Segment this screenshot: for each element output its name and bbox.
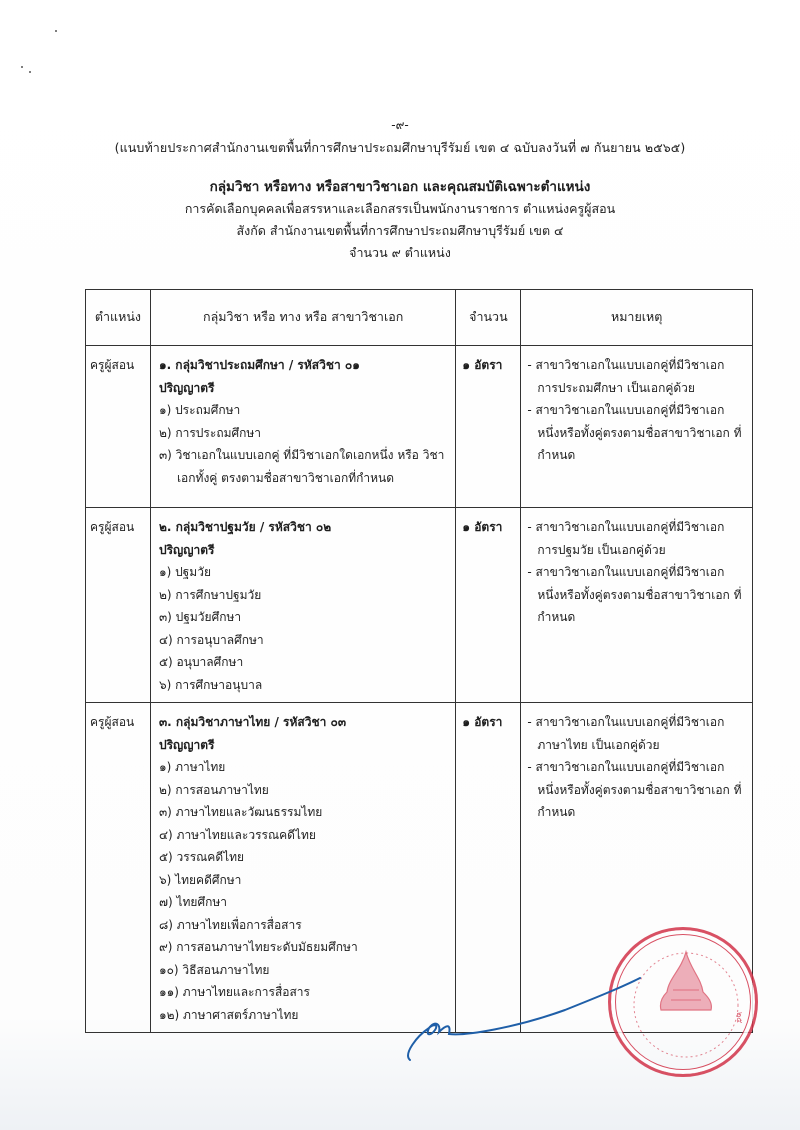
header-position: ตำแหน่ง bbox=[86, 290, 151, 346]
list-item: ๑๑) ภาษาไทยและการสื่อสาร bbox=[158, 985, 310, 999]
svg-text:๒๕: ๒๕ bbox=[735, 1012, 744, 1024]
remark-line: - สาขาวิชาเอกในแบบเอกคู่ที่มีวิชาเอก ภาษาไทย เป็นเอกคู่ด้วย bbox=[527, 715, 725, 752]
list-item: ๔) การอนุบาลศึกษา bbox=[158, 632, 264, 647]
remark-line: - สาขาวิชาเอกในแบบเอกคู่ที่มีวิชาเอก หนึ่งหรือทั้งคู่ตรงตามชื่อสาขาวิชาเอก ที่กำหนด bbox=[527, 565, 742, 624]
list-item: ๕) วรรณคดีไทย bbox=[158, 850, 245, 864]
list-item: ๓) ปฐมวัยศึกษา bbox=[158, 610, 242, 624]
list-item: ๓) ภาษาไทยและวัฒนธรรมไทย bbox=[158, 805, 323, 819]
document-heading bbox=[0, 176, 800, 264]
degree-label: ปริญญาตรี bbox=[158, 737, 215, 752]
group-title: ๑. กลุ่มวิชาประถมศึกษา / รหัสวิชา ๐๑ bbox=[158, 358, 360, 372]
table-row bbox=[86, 346, 753, 508]
qualification-table bbox=[85, 289, 753, 1033]
list-item: ๒) การประถมศึกษา bbox=[158, 425, 262, 440]
table-header-row bbox=[86, 290, 753, 346]
degree-label: ปริญญาตรี bbox=[158, 380, 215, 395]
heading-line-3: จำนวน ๙ ตำแหน่ง bbox=[349, 245, 451, 260]
list-item: ๗) ไทยศึกษา bbox=[158, 895, 227, 909]
degree-label: ปริญญาตรี bbox=[158, 542, 215, 557]
table-row bbox=[86, 508, 753, 703]
document-title: กลุ่มวิชา หรือทาง หรือสาขาวิชาเอก และคุณสมบัติเฉพาะตำแหน่ง bbox=[209, 179, 591, 195]
scan-speck bbox=[29, 71, 31, 73]
header-remarks: หมายเหตุ bbox=[521, 290, 753, 346]
cell-position: ครูผู้สอน bbox=[86, 508, 151, 703]
cell-position: ครูผู้สอน bbox=[86, 703, 151, 1033]
cell-quantity: ๑ อัตรา bbox=[456, 703, 521, 1033]
list-item: ๑) ภาษาไทย bbox=[158, 760, 226, 774]
list-item: ๘) ภาษาไทยเพื่อการสื่อสาร bbox=[158, 917, 302, 932]
list-item: ๓) วิชาเอกในแบบเอกคู่ ที่มีวิชาเอกใดเอกหนึ่ง หรือ วิชาเอกทั้งคู่ ตรงตามชื่อสาขาวิชาเอกที่กำหนด bbox=[158, 448, 445, 485]
cell-subject bbox=[150, 508, 455, 703]
list-item: ๖) การศึกษาอนุบาล bbox=[158, 677, 263, 692]
list-item: ๖) ไทยคดีศึกษา bbox=[158, 872, 242, 887]
scan-speck bbox=[21, 66, 23, 68]
header-quantity: จำนวน bbox=[456, 290, 521, 346]
cell-remarks bbox=[521, 508, 753, 703]
signature-mark bbox=[395, 958, 655, 1068]
remark-line: - สาขาวิชาเอกในแบบเอกคู่ที่มีวิชาเอก การปฐมวัย เป็นเอกคู่ด้วย bbox=[527, 520, 725, 557]
list-item: ๑๒) ภาษาศาสตร์ภาษาไทย bbox=[158, 1007, 299, 1022]
remark-line: - สาขาวิชาเอกในแบบเอกคู่ที่มีวิชาเอก การประถมศึกษา เป็นเอกคู่ด้วย bbox=[527, 358, 725, 395]
remark-line: - สาขาวิชาเอกในแบบเอกคู่ที่มีวิชาเอก หนึ่งหรือทั้งคู่ตรงตามชื่อสาขาวิชาเอก ที่กำหนด bbox=[527, 760, 742, 819]
list-item: ๕) อนุบาลศึกษา bbox=[158, 655, 244, 669]
group-title: ๒. กลุ่มวิชาปฐมวัย / รหัสวิชา ๐๒ bbox=[158, 520, 332, 534]
list-item: ๑๐) วิธีสอนภาษาไทย bbox=[158, 962, 270, 977]
scan-speck bbox=[55, 30, 57, 32]
list-item: ๙) การสอนภาษาไทยระดับมัธยมศึกษา bbox=[158, 940, 358, 954]
list-item: ๑) ปฐมวัย bbox=[158, 565, 211, 579]
cell-subject bbox=[150, 346, 455, 508]
cell-quantity: ๑ อัตรา bbox=[456, 508, 521, 703]
cell-remarks bbox=[521, 346, 753, 508]
list-item: ๔) ภาษาไทยและวรรณคดีไทย bbox=[158, 827, 316, 842]
page-number: -๙- bbox=[391, 118, 409, 132]
list-item: ๒) การศึกษาปฐมวัย bbox=[158, 587, 262, 602]
list-item: ๑) ประถมศึกษา bbox=[158, 403, 241, 417]
heading-line-2: สังกัด สำนักงานเขตพื้นที่การศึกษาประถมศึกษาบุรีรัมย์ เขต ๔ bbox=[236, 223, 564, 238]
cell-position: ครูผู้สอน bbox=[86, 346, 151, 508]
cell-quantity: ๑ อัตรา bbox=[456, 346, 521, 508]
group-title: ๓. กลุ่มวิชาภาษาไทย / รหัสวิชา ๐๓ bbox=[158, 715, 347, 729]
annex-reference: (แนบท้ายประกาศสำนักงานเขตพื้นที่การศึกษาประถมศึกษาบุรีรัมย์ เขต ๔ ฉบับลงวันที่ ๗ กันยายน ๒๕๖๕) bbox=[114, 140, 686, 155]
remark-line: - สาขาวิชาเอกในแบบเอกคู่ที่มีวิชาเอก หนึ่งหรือทั้งคู่ตรงตามชื่อสาขาวิชาเอก ที่กำหนด bbox=[527, 403, 742, 462]
heading-line-1: การคัดเลือกบุคคลเพื่อสรรหาและเลือกสรรเป็นพนักงานราชการ ตำแหน่งครูผู้สอน bbox=[184, 201, 616, 216]
list-item: ๒) การสอนภาษาไทย bbox=[158, 782, 269, 797]
header-subject: กลุ่มวิชา หรือ ทาง หรือ สาขาวิชาเอก bbox=[150, 290, 455, 346]
